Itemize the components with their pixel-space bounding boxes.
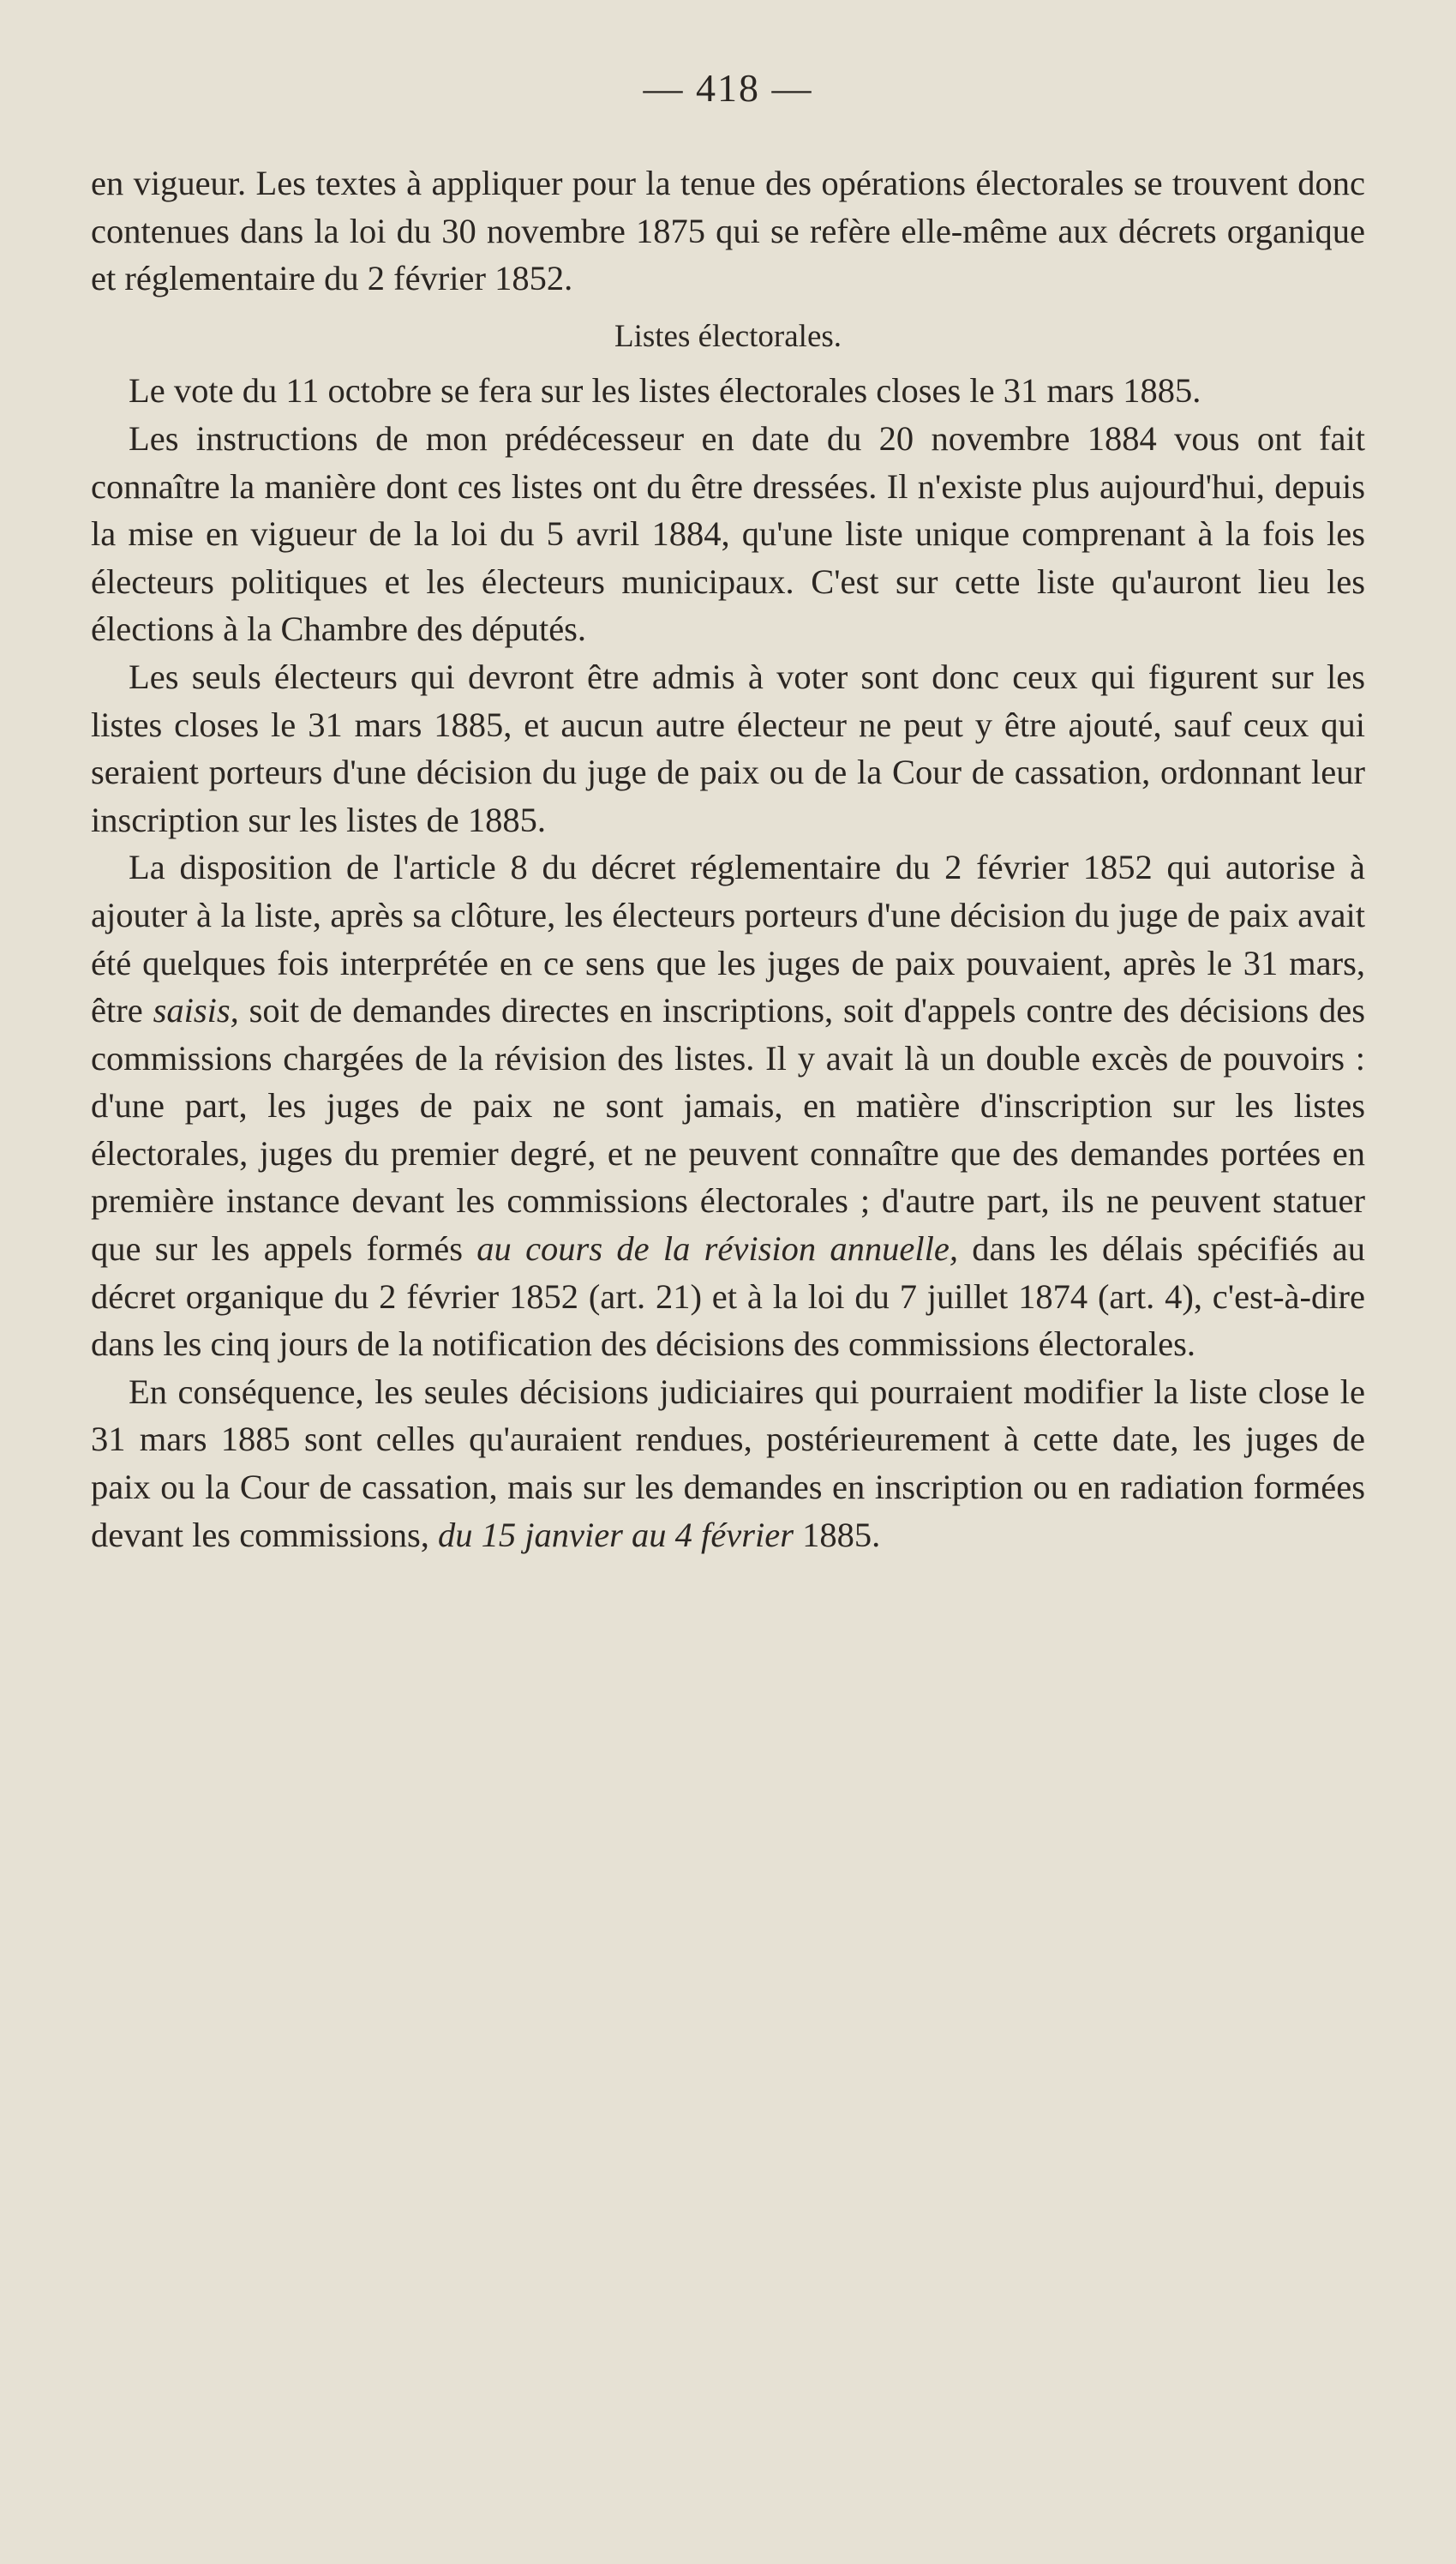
emphasis-saisis: saisis, — [153, 991, 239, 1030]
section-heading: Listes électorales. — [614, 318, 842, 354]
paragraph-instructions: Les instructions de mon prédécesseur en date du 20 novembre 1884 vous ont fait connaître la manière dont ces listes ont du être dressées. Il n'existe plus aujourd'hui, depuis la mise en vigueur de la loi du 5 avril 1884, qu'une liste unique comprenant à la fois les électeurs politiques et les électeurs municipaux. C'est sur cette liste qu'auront lieu les élections à la Chambre des députés. — [91, 418, 1365, 649]
emphasis-revision-annuelle: au cours de la révision annuelle, — [476, 1229, 958, 1269]
paragraph-article-8-part-3: dans les délais spécifiés au décret organique du 2 février 1852 (art. 21) et à la loi du 7 juillet 1874 (art. 4), c'est-à-dire dans les cinq jours de la notification des décisions des commissions électorales. — [91, 1229, 1365, 1364]
paragraph-article-8 — [91, 844, 1365, 1368]
emphasis-date-range: du 15 janvier au 4 février — [437, 1515, 794, 1554]
paragraph-eligible-voters: Les seuls électeurs qui devront être admis à voter sont donc ceux qui figurent sur les listes closes le 31 mars 1885, et aucun autre électeur ne peut y être ajouté, sauf ceux qui seraient porteurs d'une décision du juge de paix ou de la Cour de cassation, ordonnant leur inscription sur les listes de 1885. — [91, 657, 1365, 839]
paragraph-consequence-part-2: 1885. — [794, 1515, 881, 1554]
page-number: — 418 — — [643, 66, 813, 110]
paragraph-consequence-part-1: En conséquence, les seules décisions judiciaires qui pourraient modifier la liste close le 31 mars 1885 sont celles qu'auraient rendues, postérieurement à cette date, les juges de paix ou la Cour de cassation, mais sur les demandes en inscription ou en radiation formées devant les commissions, — [91, 1372, 1365, 1554]
document-body — [91, 159, 1365, 1558]
paragraph-article-8-part-2: soit de demandes directes en inscriptions, soit d'appels contre des décisions des commissions chargées de la révision des listes. Il y avait là un double excès de pouvoirs : d'une part, les juges de paix ne sont jamais, en matière d'inscription sur les listes électorales, juges du premier degré, et ne peuvent connaître que des demandes portées en première instance devant les commissions électorales ; d'autre part, ils ne peuvent statuer que sur les appels formés — [91, 991, 1365, 1269]
paragraph-consequence — [91, 1368, 1365, 1558]
paragraph-article-8-part-1: La disposition de l'article 8 du décret réglementaire du 2 février 1852 qui autorise à ajouter à la liste, après sa clôture, les électeurs porteurs d'une décision du juge de paix avait été quelques fois interprétée en ce sens que les juges de paix pouvaient, après le 31 mars, être — [91, 848, 1365, 1030]
paragraph-continuation: en vigueur. Les textes à appliquer pour la tenue des opérations électorales se trouvent donc contenues dans la loi du 30 novembre 1875 qui se refère elle-même aux décrets organique et réglementaire du 2 février 1852. — [91, 164, 1365, 298]
paragraph-vote-date: Le vote du 11 octobre se fera sur les listes électorales closes le 31 mars 1885. — [129, 371, 1201, 411]
